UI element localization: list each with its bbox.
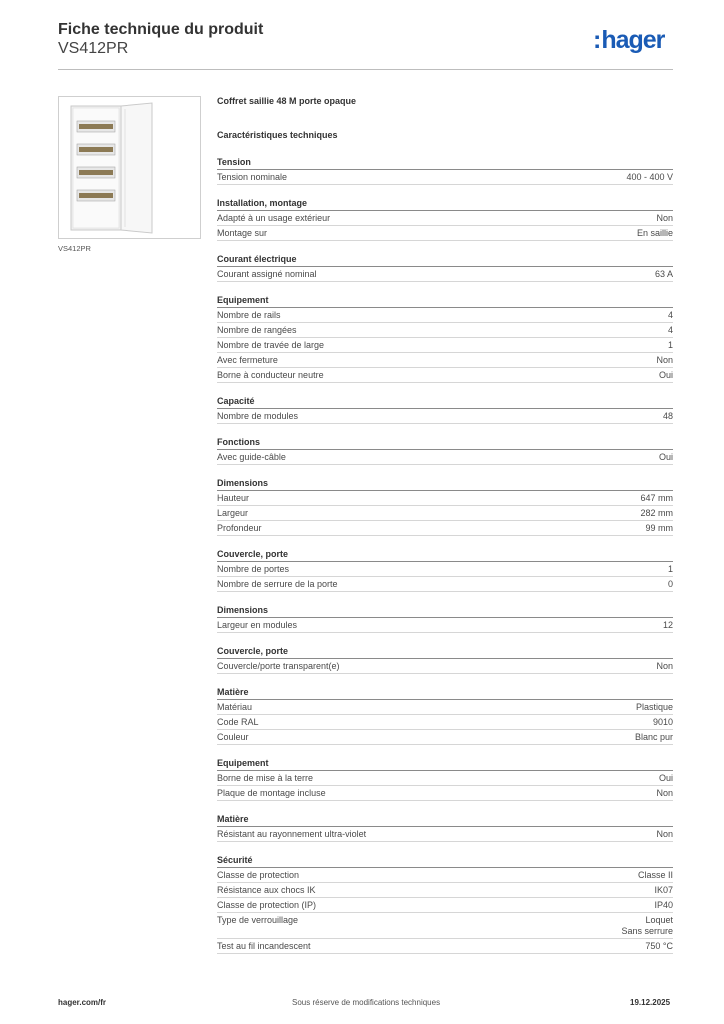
logo-colon-mark: :: [593, 26, 601, 54]
spec-label: Classe de protection (IP): [217, 900, 317, 910]
spec-section-title: Couvercle, porte: [217, 547, 673, 562]
spec-section-title: Sécurité: [217, 853, 673, 868]
spec-label: Courant assigné nominal: [217, 269, 317, 279]
product-reference: VS412PR: [58, 40, 129, 57]
characteristics-sections: [217, 155, 673, 954]
product-details: [217, 96, 673, 954]
spec-value: Classe II: [637, 870, 673, 880]
spec-section-title: Matière: [217, 812, 673, 827]
spec-value: 63 A: [654, 269, 673, 279]
spec-value: Loquet Sans serrure: [621, 915, 673, 936]
spec-section-title: Installation, montage: [217, 196, 673, 211]
spec-row: [217, 659, 673, 674]
spec-value: 12: [662, 620, 673, 630]
spec-row: [217, 827, 673, 842]
technical-characteristics-title: Caractéristiques techniques: [217, 130, 338, 140]
spec-value: 9010: [652, 717, 673, 727]
spec-value: IK07: [654, 885, 673, 895]
spec-value: 99 mm: [645, 523, 673, 533]
spec-section-title: Fonctions: [217, 435, 673, 450]
spec-section-title: Dimensions: [217, 476, 673, 491]
spec-value: 48: [662, 411, 673, 421]
spec-row: [217, 170, 673, 185]
spec-value: Oui: [658, 452, 673, 462]
hager-logo: [593, 28, 664, 53]
spec-value: 750 °C: [645, 941, 673, 951]
spec-label: Nombre de portes: [217, 564, 290, 574]
spec-row: [217, 267, 673, 282]
spec-label: Nombre de serrure de la porte: [217, 579, 338, 589]
spec-row: [217, 577, 673, 592]
spec-section-title: Matière: [217, 685, 673, 700]
product-image: [63, 101, 196, 234]
page-title: Fiche technique du produit: [58, 21, 264, 38]
spec-section: [217, 435, 673, 465]
spec-section: [217, 756, 673, 801]
spec-row: [217, 883, 673, 898]
spec-section-title: Tension: [217, 155, 673, 170]
spec-row: [217, 338, 673, 353]
spec-row: [217, 323, 673, 338]
spec-value: Non: [656, 829, 673, 839]
spec-section-title: Equipement: [217, 756, 673, 771]
spec-label: Code RAL: [217, 717, 259, 727]
spec-label: Adapté à un usage extérieur: [217, 213, 331, 223]
spec-label: Plaque de montage incluse: [217, 788, 326, 798]
spec-label: Tension nominale: [217, 172, 288, 182]
spec-section: [217, 476, 673, 536]
spec-label: Borne à conducteur neutre: [217, 370, 324, 380]
spec-section: [217, 155, 673, 185]
spec-row: [217, 409, 673, 424]
spec-row: [217, 898, 673, 913]
spec-value: 0: [667, 579, 673, 589]
spec-label: Nombre de travée de large: [217, 340, 325, 350]
spec-label: Hauteur: [217, 493, 250, 503]
spec-label: Test au fil incandescent: [217, 941, 311, 951]
spec-value: Plastique: [635, 702, 673, 712]
spec-value: 647 mm: [640, 493, 673, 503]
spec-value: 1: [667, 340, 673, 350]
spec-section: [217, 252, 673, 282]
spec-value: Oui: [658, 370, 673, 380]
spec-section-title: Equipement: [217, 293, 673, 308]
spec-row: [217, 491, 673, 506]
spec-value: Oui: [658, 773, 673, 783]
spec-row: [217, 868, 673, 883]
spec-row: [217, 562, 673, 577]
spec-row: [217, 211, 673, 226]
spec-label: Profondeur: [217, 523, 262, 533]
spec-section: [217, 547, 673, 592]
spec-row: [217, 786, 673, 801]
spec-value: Non: [656, 788, 673, 798]
spec-value: IP40: [654, 900, 673, 910]
spec-section-title: Dimensions: [217, 603, 673, 618]
spec-row: [217, 771, 673, 786]
spec-section: [217, 603, 673, 633]
spec-row: [217, 913, 673, 939]
spec-value: En saillie: [636, 228, 673, 238]
spec-row: [217, 506, 673, 521]
spec-section: [217, 644, 673, 674]
spec-row: [217, 715, 673, 730]
spec-row: [217, 308, 673, 323]
spec-label: Couvercle/porte transparent(e): [217, 661, 340, 671]
spec-value: Non: [656, 355, 673, 365]
spec-value: 400 - 400 V: [626, 172, 673, 182]
spec-label: Type de verrouillage: [217, 915, 299, 925]
spec-section-title: Capacité: [217, 394, 673, 409]
spec-value: 1: [667, 564, 673, 574]
spec-row: [217, 939, 673, 954]
spec-value: 4: [667, 325, 673, 335]
spec-section: [217, 812, 673, 842]
spec-label: Nombre de rails: [217, 310, 281, 320]
spec-row: [217, 700, 673, 715]
spec-row: [217, 450, 673, 465]
spec-value: Blanc pur: [634, 732, 673, 742]
spec-label: Résistance aux chocs IK: [217, 885, 316, 895]
footer-date: 19.12.2025: [630, 998, 671, 1007]
product-image-frame: [58, 96, 201, 239]
spec-label: Nombre de rangées: [217, 325, 297, 335]
spec-value: Non: [656, 213, 673, 223]
spec-row: [217, 368, 673, 383]
spec-label: Classe de protection: [217, 870, 300, 880]
spec-label: Résistant au rayonnement ultra-violet: [217, 829, 367, 839]
spec-label: Couleur: [217, 732, 249, 742]
header-divider: [58, 69, 673, 70]
logo-text: hager: [601, 26, 665, 54]
product-name: Coffret saillie 48 M porte opaque: [217, 96, 357, 106]
spec-label: Matériau: [217, 702, 253, 712]
spec-row: [217, 226, 673, 241]
spec-row: [217, 730, 673, 745]
spec-label: Avec guide-câble: [217, 452, 286, 462]
spec-value: 282 mm: [640, 508, 673, 518]
product-image-caption: VS412PR: [58, 244, 91, 253]
spec-row: [217, 618, 673, 633]
spec-row: [217, 521, 673, 536]
spec-section: [217, 394, 673, 424]
spec-value: 4: [667, 310, 673, 320]
footer-disclaimer: Sous réserve de modifications techniques: [292, 998, 441, 1007]
spec-section: [217, 853, 673, 954]
spec-row: [217, 353, 673, 368]
spec-label: Largeur: [217, 508, 249, 518]
spec-label: Nombre de modules: [217, 411, 299, 421]
spec-section: [217, 196, 673, 241]
spec-label: Borne de mise à la terre: [217, 773, 314, 783]
spec-section: [217, 293, 673, 383]
spec-section: [217, 685, 673, 745]
spec-label: Largeur en modules: [217, 620, 298, 630]
spec-section-title: Courant électrique: [217, 252, 673, 267]
spec-section-title: Couvercle, porte: [217, 644, 673, 659]
spec-label: Avec fermeture: [217, 355, 278, 365]
spec-label: Montage sur: [217, 228, 268, 238]
footer-website-link[interactable]: hager.com/fr: [58, 998, 107, 1007]
spec-value: Non: [656, 661, 673, 671]
